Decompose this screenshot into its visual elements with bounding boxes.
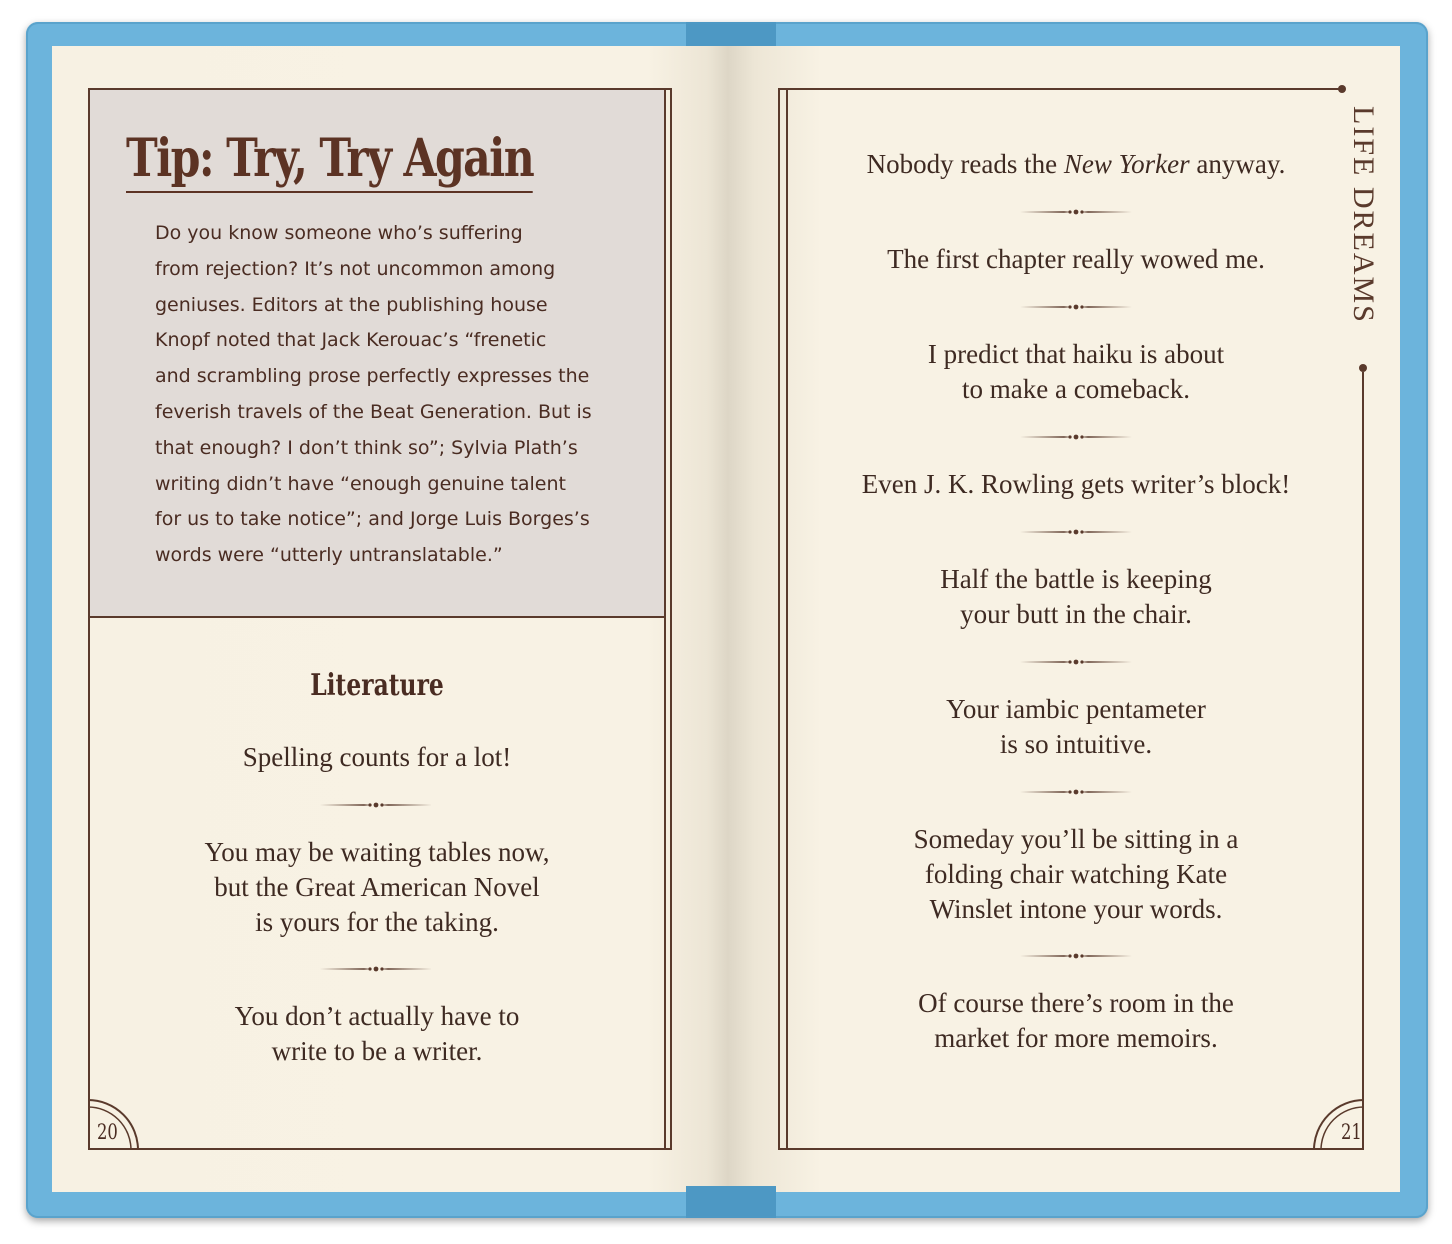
section-side-title: LIFE DREAMS [1347,106,1380,324]
left-frame-inner-rule [664,90,666,1148]
ornament-divider [320,964,432,974]
ornament-divider [1020,527,1132,537]
quote-line: to make a comeback. [962,374,1190,404]
tip-body-line: from rejection? It’s not uncommon among [155,257,556,280]
tip-body-line: Do you know someone who’s suffering [155,222,523,244]
quote-line: but the Great American Novel [214,872,540,902]
ornament-divider [1020,207,1132,217]
quote [90,999,664,1069]
ornament-divider [320,800,432,810]
page-number: 20 [96,1120,118,1144]
quote [786,562,1366,632]
quote [786,692,1366,762]
ornament-divider [1020,657,1132,667]
ornament-divider [1020,432,1132,442]
quote [786,822,1366,927]
quote [90,740,664,775]
tip-body-line: writing didn’t have “enough genuine talent [155,472,566,495]
quote [786,986,1366,1056]
quote [90,835,664,940]
tip-body-line: for us to take notice”; and Jorge Luis Borges’s [155,508,590,531]
ornament-divider [1020,951,1132,961]
bookmark-ribbon-bottom [686,1186,776,1218]
tip-body-line: geniuses. Editors at the publishing house [155,293,548,316]
right-frame-bottom-rule [778,1148,1364,1150]
quote [786,337,1366,407]
quote-line: Even J. K. Rowling gets writer’s block! [861,469,1291,499]
quote-line: market for more memoirs. [934,1023,1218,1053]
quote-line: Spelling counts for a lot! [242,742,512,772]
quote-line: You don’t actually have to [234,1001,520,1031]
tip-body-line: Knopf noted that Jack Kerouac’s “frenetic [155,329,547,352]
quote-line: is yours for the taking. [255,907,499,937]
tip-title: Tip: Try, Try Again [126,128,533,193]
quote-line-italic: Nobody reads the New Yorker anyway. [866,149,1286,179]
quote-line: Half the battle is keeping [940,564,1212,594]
quote-line: Someday you’ll be sitting in a [913,824,1239,854]
quote-line: write to be a writer. [271,1036,483,1066]
quote-line: I predict that haiku is about [927,339,1225,369]
quote-line: You may be waiting tables now, [204,837,550,867]
ornament-divider [1020,787,1132,797]
quote-line: The first chapter really wowed me. [887,244,1265,274]
tip-body [155,216,615,574]
quote-line: your butt in the chair. [960,599,1192,629]
quote-line: Your iambic pentameter [946,694,1206,724]
quote [786,467,1366,502]
ornament-divider [1020,302,1132,312]
quote-line: is so intuitive. [999,729,1153,759]
section-heading: Literature [310,668,444,703]
quote [786,242,1366,277]
quote-line: folding chair watching Kate [924,859,1228,889]
tip-body-line: feverish travels of the Beat Generation. But is [155,400,592,423]
rule-end-dot [1338,85,1346,93]
right-frame-top-rule [778,88,1342,90]
tip-body-line: that enough? I don’t think so”; Sylvia Plath’s [155,436,578,459]
page-number: 21 [1340,1120,1362,1144]
right-frame-rule [778,88,780,1150]
quote-line: Winslet intone your words. [929,894,1223,924]
tip-body-line: and scrambling prose perfectly expresses the [155,365,590,388]
tip-body-line: words were “utterly untranslatable.” [155,544,503,567]
quote [786,147,1366,182]
quote-line: Of course there’s room in the [918,988,1234,1018]
